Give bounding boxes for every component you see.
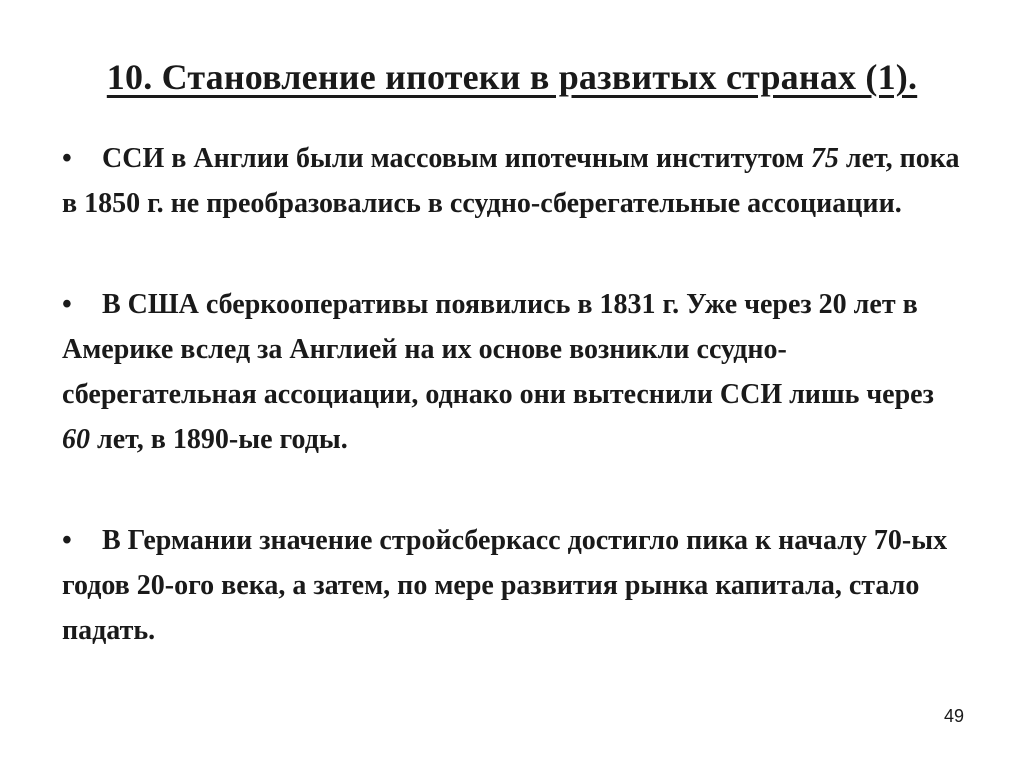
bullet-text: В Германии значение стройсберкасс достигло пика к началу 70-ых годов 20-ого века, а затем, по мере развития рынка капитала, стало падать.: [62, 525, 948, 646]
bullet-text-emphasis: 75: [810, 143, 839, 174]
slide-title: 10. Становление ипотеки в развитых странах (1).: [106, 57, 918, 97]
bullet-icon: •: [62, 143, 72, 174]
bullet-icon: •: [62, 525, 72, 556]
bullet-text: В США сберкооперативы появились в 1831 г. Уже через 20 лет в Америке вслед за Англией на их основе возникли ссудно-сберегательная ассоциации, однако они вытеснили ССИ лишь через: [62, 289, 934, 410]
bullet-item: [62, 518, 962, 653]
bullet-text-emphasis: 60: [62, 424, 90, 455]
bullet-item: [62, 282, 962, 462]
bullet-text: лет, в 1890-ые годы.: [90, 424, 348, 455]
bullet-text: ССИ в Англии были массовым ипотечным институтом: [102, 143, 811, 174]
page-number: 49: [943, 706, 964, 726]
bullet-text: лет, пока в 1850 г. не преобразовались в ссудно-сберегательные ассоциации.: [62, 143, 960, 219]
bullet-icon: •: [62, 289, 72, 320]
bullet-list: [62, 136, 962, 709]
bullet-item: [62, 136, 962, 226]
